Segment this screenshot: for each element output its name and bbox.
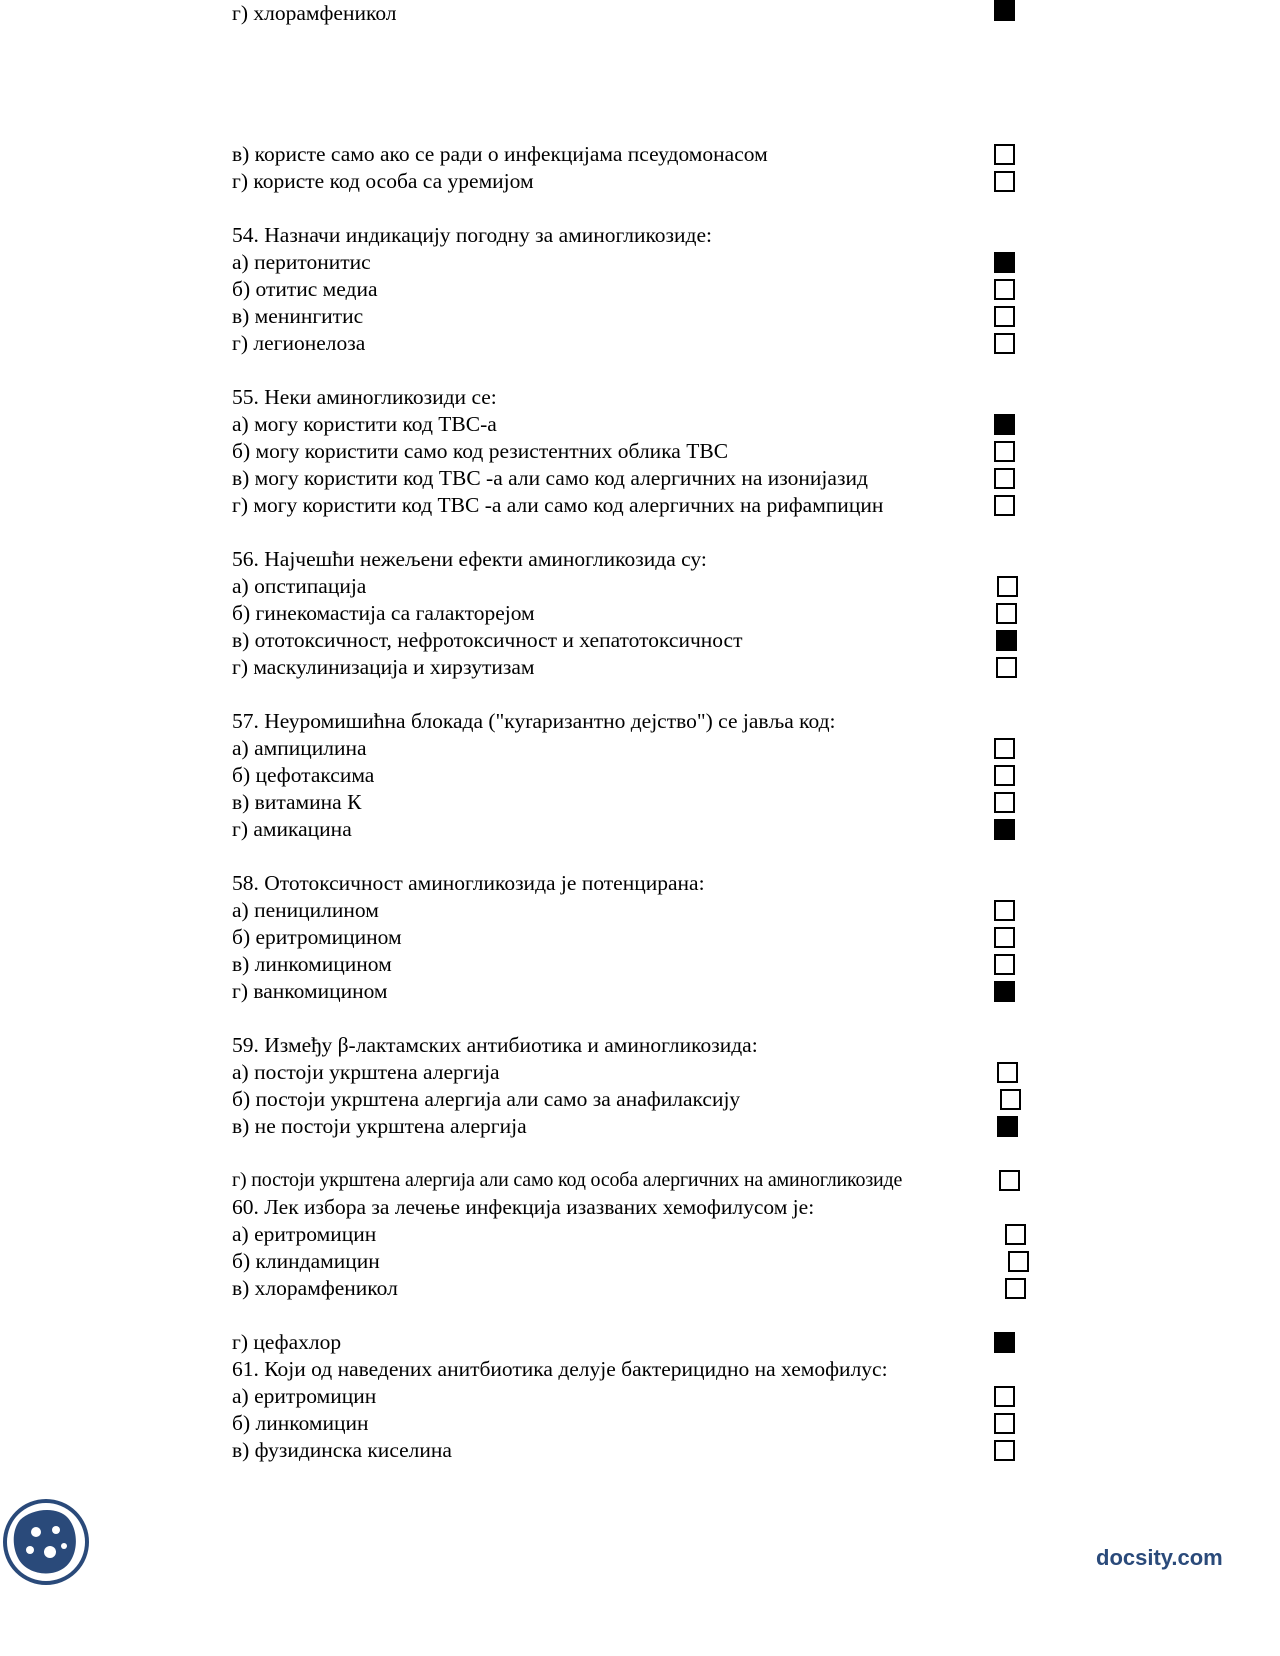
checked-checkbox[interactable] [994, 1332, 1015, 1353]
checked-checkbox[interactable] [994, 981, 1015, 1002]
checkbox[interactable] [994, 900, 1015, 921]
checkbox[interactable] [994, 954, 1015, 975]
answer-option: б) цефотаксима [232, 763, 375, 787]
checkbox[interactable] [994, 765, 1015, 786]
checkbox[interactable] [1005, 1224, 1026, 1245]
checkbox[interactable] [994, 1413, 1015, 1434]
checkbox[interactable] [994, 927, 1015, 948]
question-text: 55. Неки аминогликозиди се: [232, 385, 497, 409]
checked-checkbox[interactable] [996, 630, 1017, 651]
checkbox[interactable] [994, 495, 1015, 516]
question-text: 57. Неуромишићна блокада ("куraризантно дејство") се јавља код: [232, 709, 836, 733]
checkbox[interactable] [994, 333, 1015, 354]
answer-option: в) хлорамфеникол [232, 1276, 398, 1300]
answer-option: г) користе код особа са уремијом [232, 169, 534, 193]
checked-checkbox[interactable] [997, 1116, 1018, 1137]
checked-checkbox[interactable] [994, 252, 1015, 273]
checkbox[interactable] [994, 441, 1015, 462]
checkbox[interactable] [1005, 1278, 1026, 1299]
answer-option: б) постоји укрштена алергија али само за анафилаксију [232, 1087, 741, 1111]
checkbox[interactable] [994, 1386, 1015, 1407]
answer-option: б) отитис медиа [232, 277, 378, 301]
answer-option: г) амикацина [232, 817, 352, 841]
answer-option: б) могу користити само код резистентних облика ТВС [232, 439, 729, 463]
answer-option: г) постоји укрштена алергија али само код особа алергичних на аминогликозиде [232, 1169, 903, 1191]
answer-option: г) ванкомицином [232, 979, 388, 1003]
answer-option: а) еритромицин [232, 1384, 377, 1408]
checked-checkbox[interactable] [994, 0, 1015, 21]
answer-option: б) еритромицином [232, 925, 402, 949]
answer-option: в) ототоксичност, нефротоксичност и хепатотоксичност [232, 628, 743, 652]
answer-option: г) цефахлор [232, 1330, 342, 1354]
checked-checkbox[interactable] [994, 414, 1015, 435]
checkbox[interactable] [994, 279, 1015, 300]
checkbox[interactable] [997, 576, 1018, 597]
checkbox[interactable] [996, 603, 1017, 624]
answer-option: в) не постоји укрштена алергија [232, 1114, 527, 1138]
answer-option: г) могу користити код ТВС -а али само код алергичних на рифампицин [232, 493, 884, 517]
checkbox[interactable] [994, 738, 1015, 759]
answer-option: б) клиндамицин [232, 1249, 380, 1273]
checkbox[interactable] [999, 1170, 1020, 1191]
answer-option: в) могу користити код ТВС -а али само код алергичних на изонијазид [232, 466, 868, 490]
question-text: 56. Најчешћи нежељени ефекти аминогликозида су: [232, 547, 707, 571]
checked-checkbox[interactable] [994, 819, 1015, 840]
checkbox[interactable] [994, 1440, 1015, 1461]
answer-option: а) опстипација [232, 574, 367, 598]
checkbox[interactable] [1008, 1251, 1029, 1272]
docsity-brand[interactable]: docsity.com [1096, 1545, 1223, 1570]
answer-option: в) фузидинска киселина [232, 1438, 452, 1462]
answer-option: в) витамина К [232, 790, 362, 814]
checkbox[interactable] [994, 792, 1015, 813]
question-text: 54. Назначи индикацију погодну за аминогликозиде: [232, 223, 713, 247]
question-text: 61. Који од наведених анитбиотика делује бактерицидно на хемофилус: [232, 1357, 888, 1381]
checkbox[interactable] [997, 1062, 1018, 1083]
answer-option: а) еритромицин [232, 1222, 377, 1246]
checkbox[interactable] [994, 171, 1015, 192]
checkbox[interactable] [994, 468, 1015, 489]
question-text: 59. Између β-лактамских антибиотика и аминогликозида: [232, 1033, 758, 1057]
answer-option: б) линкомицин [232, 1411, 369, 1435]
answer-option: г) маскулинизација и хирзутизам [232, 655, 535, 679]
checkbox[interactable] [996, 657, 1017, 678]
question-text: 60. Лек избора за лечење инфекција изазваних хемофилусом је: [232, 1195, 815, 1219]
question-text: 58. Ототоксичност аминогликозида је потенцирана: [232, 871, 705, 895]
answer-option: г) легионелоза [232, 331, 366, 355]
checkbox[interactable] [994, 144, 1015, 165]
checkbox[interactable] [1000, 1089, 1021, 1110]
answer-option: а) перитонитис [232, 250, 371, 274]
answer-option: а) ампицилина [232, 736, 367, 760]
answer-option: в) менингитис [232, 304, 364, 328]
docsity-logo-icon [2, 1498, 90, 1586]
answer-option: в) користе само ако се ради о инфекцијама псеудомонасом [232, 142, 768, 166]
checkbox[interactable] [994, 306, 1015, 327]
answer-option: в) линкомицином [232, 952, 392, 976]
answer-option: а) пеницилином [232, 898, 379, 922]
answer-option: б) гинекомастија са галакторејом [232, 601, 535, 625]
answer-option: г) хлорамфеникол [232, 1, 397, 25]
answer-option: а) постоји укрштена алергија [232, 1060, 500, 1084]
answer-option: а) могу користити код ТВС-а [232, 412, 497, 436]
